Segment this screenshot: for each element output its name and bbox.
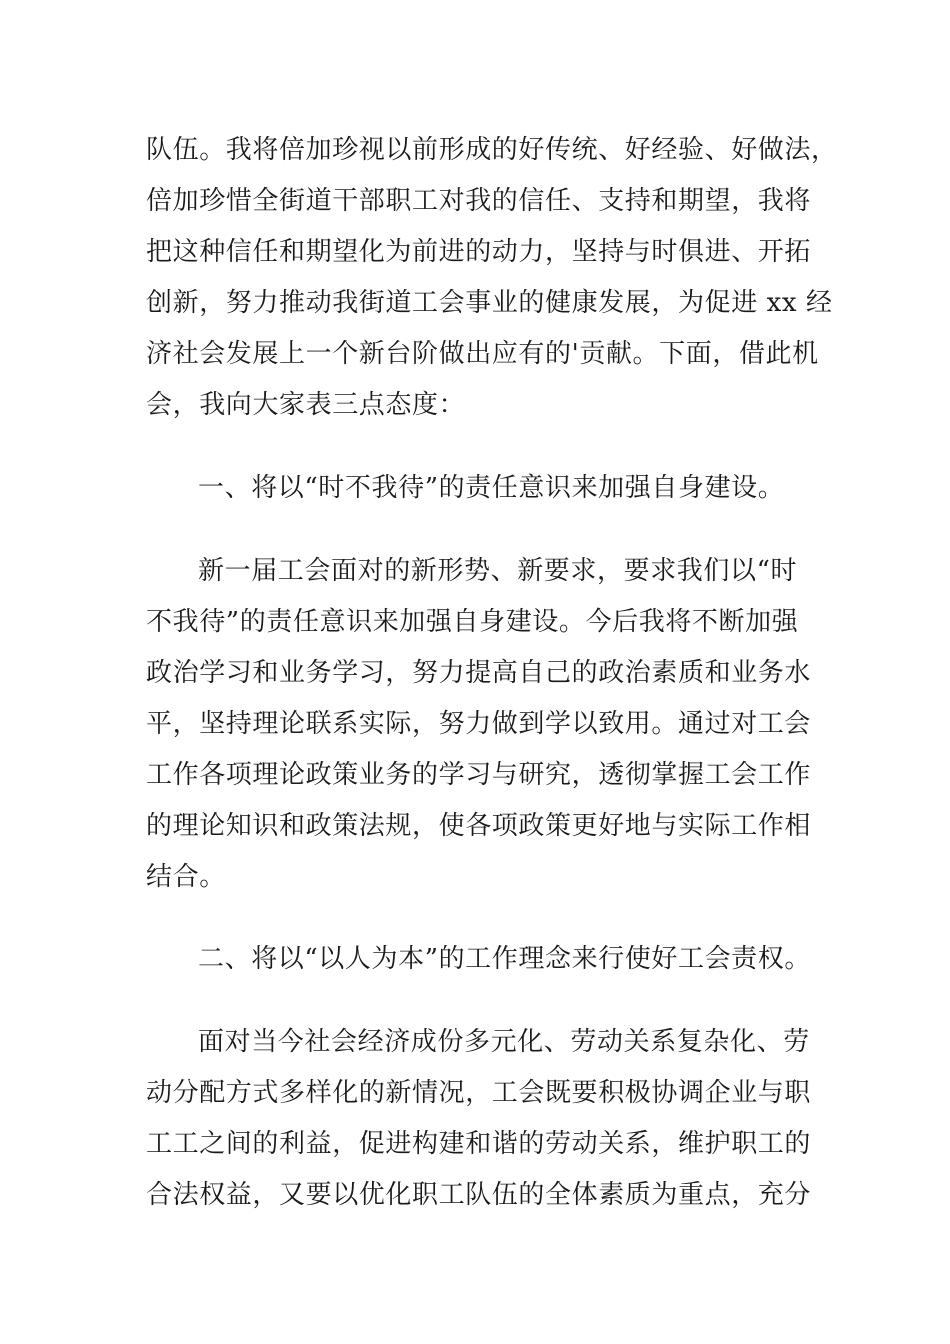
text-line: 动分配方式多样化的新情况，工会既要积极协调企业与职 [146,1078,812,1108]
heading-line: 二、将以“以人为本”的工作理念来行使好工会责权。 [198,944,811,974]
text-line: 创新，努力推动我街道工会事业的健康发展，为促进 xx 经 [146,288,833,318]
text-line: 倍加珍惜全街道干部职工对我的信任、支持和期望，我将 [146,186,812,216]
text-line: 的理论知识和政策法规，使各项政策更好地与实际工作相 [146,811,812,841]
text-line: 队伍。我将倍加珍视以前形成的好传统、好经验、好做法， [146,135,838,165]
text-line: 会，我向大家表三点态度： [146,390,466,420]
text-line: 工工之间的利益，促进构建和谐的劳动关系，维护职工的 [146,1129,812,1159]
text-line: 合法权益，又要以优化职工队伍的全体素质为重点，充分 [146,1180,812,1210]
text-line: 面对当今社会经济成份多元化、劳动关系复杂化、劳 [198,1027,810,1057]
text-line: 把这种信任和期望化为前进的动力，坚持与时俱进、开拓 [146,237,812,267]
text-line: 济社会发展上一个新台阶做出应有的'贡献。下面，借此机 [146,339,819,369]
text-line: 工作各项理论政策业务的学习与研究，透彻掌握工会工作 [146,760,812,790]
text-line: 平，坚持理论联系实际，努力做到学以致用。通过对工会 [146,709,812,739]
text-line: 结合。 [146,862,226,892]
text-line: 政治学习和业务学习，努力提高自己的政治素质和业务水 [146,658,812,688]
text-line: 不我待”的责任意识来加强自身建设。今后我将不断加强 [146,607,799,637]
heading-line: 一、将以“时不我待”的责任意识来加强自身建设。 [198,473,785,503]
text-line: 新一届工会面对的新形势、新要求，要求我们以“时 [198,556,798,586]
